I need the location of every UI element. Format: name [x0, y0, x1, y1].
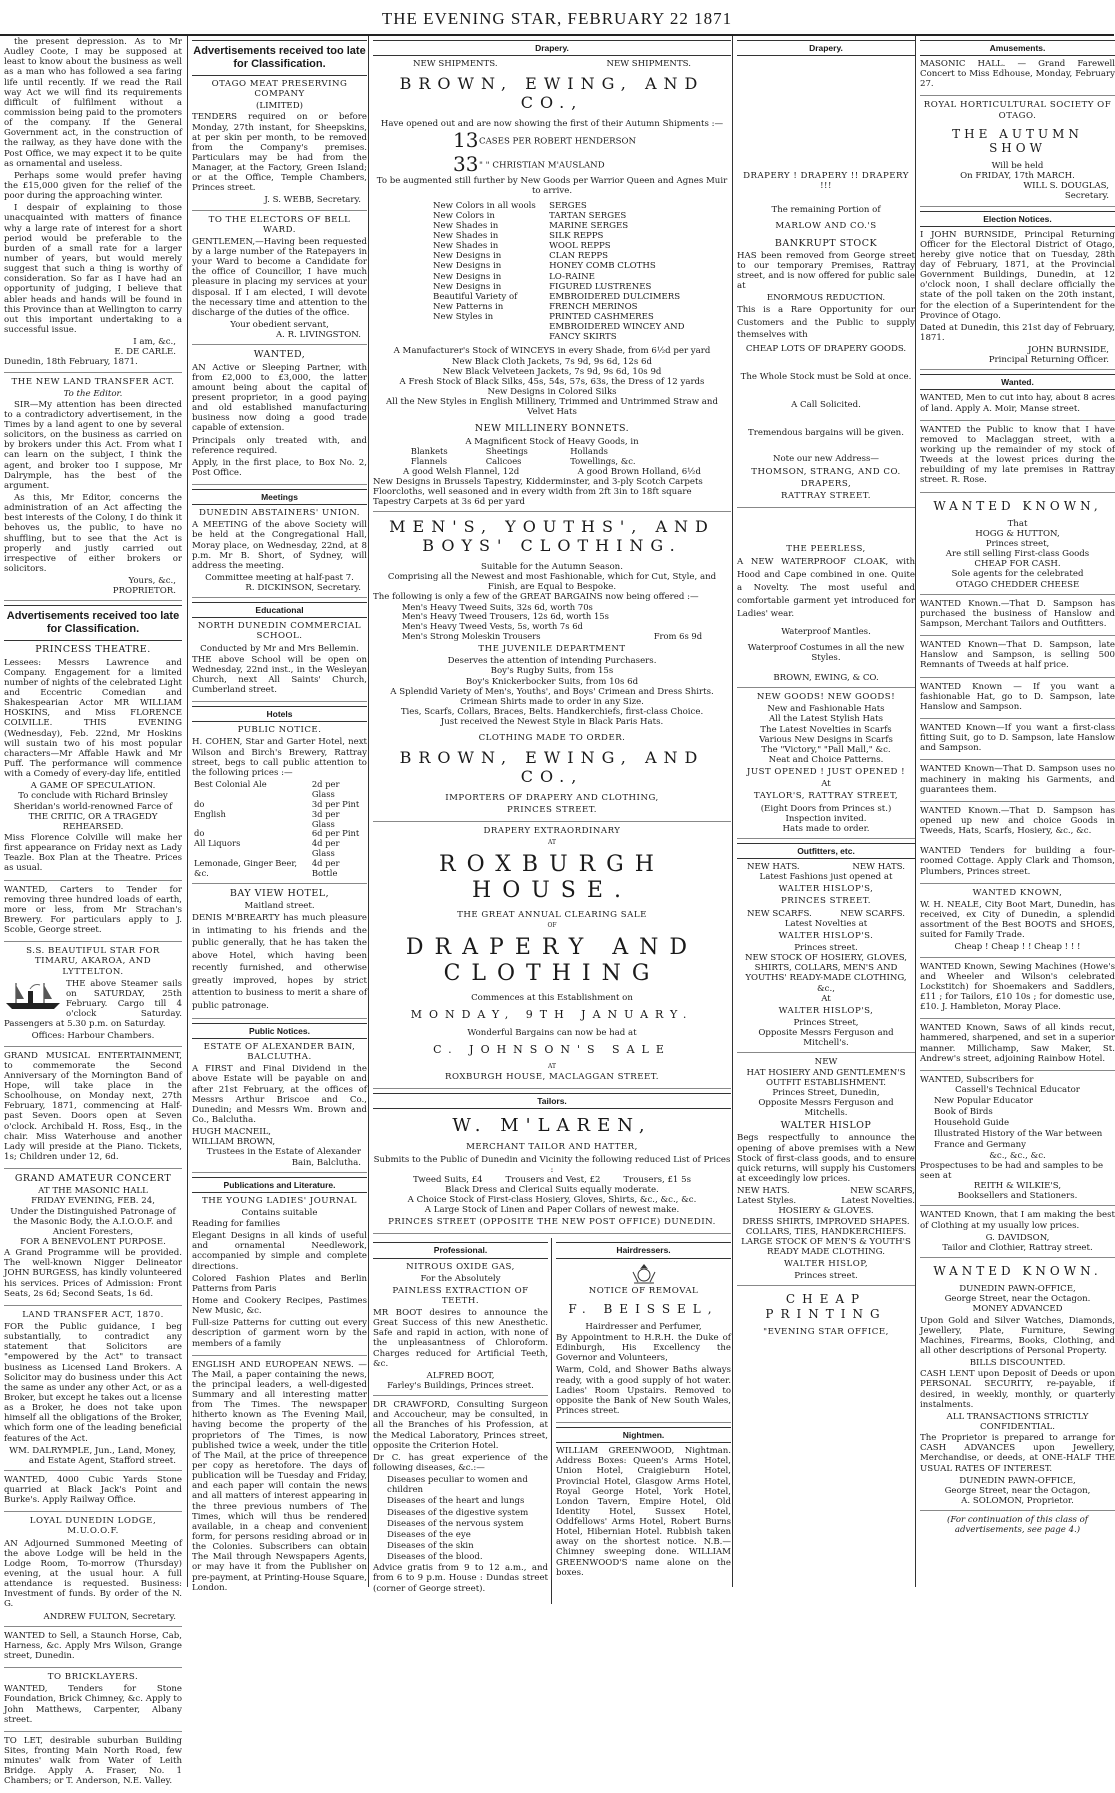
section-heading: Professional. — [373, 1242, 548, 1258]
ad-land-transfer-act — [4, 1310, 182, 1471]
ad-heading: MEN'S, YOUTHS', AND BOYS' CLOTHING. — [389, 517, 715, 556]
cassell-list — [920, 1096, 1115, 1150]
letter-land-transfer — [4, 377, 182, 602]
goods-label: New Shades in — [433, 220, 499, 231]
letter-to: To the Editor. — [63, 388, 123, 399]
price-list — [192, 780, 367, 879]
ad-carters — [4, 885, 182, 943]
ad-heading: NORTH DUNEDIN COMMERCIAL SCHOOL. — [197, 621, 362, 642]
ad-body: A Grand Programme will be provided. The well-known Nigger Delineator JOHN BURGESS, has kindly volunteered his services. Prices of Admission: Front Seats, 2s 6d; Second Seats, 1s 6d. — [4, 1248, 182, 1299]
professional-hairdressers-row — [373, 1238, 731, 1603]
goods-label: New Designs in — [433, 281, 502, 292]
ad-to-let — [4, 1736, 182, 1793]
goods-item: CLAN REPPS — [549, 251, 609, 262]
ad-commercial-school — [192, 621, 367, 702]
ad-body: New Black Cloth Jackets, 7s 9d, 9s 6d, 12s 6d — [452, 356, 652, 367]
ad-saws: WANTED Known, Saws of all kinds recut, hammered, sharpened, and set in a superior manner. Millichamp, Saw Maker, St. Andrew's street, adjoining Rainbow Hotel. — [920, 1023, 1115, 1071]
section-heading: Advertisements received too late for Classification. — [4, 605, 182, 641]
column-5 — [915, 36, 1115, 1587]
goods-label: New Designs in — [433, 271, 502, 282]
ad-heading: LAND TRANSFER ACT, 1870. — [22, 1309, 164, 1320]
goods-label: New Shades in — [433, 230, 499, 241]
ad-body: TENDERS required on or before Monday, 27th instant, for Sheepskins, at per skin per month, to be removed from the Company's premises. Particulars may be had from the Manager, at the Factory, Green Island; or at the Office, Temple Chambers, Princes street. — [192, 112, 367, 194]
letter-de-carle — [4, 37, 182, 373]
letter-body: I despair of explaining to those unacquainted with matters of finance why a large rate of interest for a short period would be preferable to the burden of a small rate for a larger number of years, but would merely suggest that such a thing is worthy of consideration. So far as I have had an opportunity of judging, I believe that abler heads and hands will be found in this Province than at Wellington to carry out this important undertaking to a successful issue. — [4, 203, 182, 335]
disease-item: Diseases of the digestive system — [387, 1507, 529, 1518]
ad-body: THE above School will be open on Wednesday, 22nd inst., in the Wesleyan Church, next All Saints' Church, Cumberland street. — [192, 654, 367, 696]
goods-label: New Colors in — [433, 210, 495, 221]
ad-sewing-machines: WANTED Known, Sewing Machines (Howe's and Wheeler and Wilson's celebrated Lockstitch) for Shoemakers and Saddlers, £11 ; for Tailors, £10 10s ; for domestic use, £10. J. Hambleton, Moray Place. — [920, 962, 1115, 1020]
ad-bricklayers — [4, 1672, 182, 1732]
continuation-note: (For continuation of this class of advertisements, see page 4.) — [947, 1515, 1088, 1536]
letter-close: I am, &c., — [133, 337, 176, 348]
ad-offices: Offices: Harbour Chambers. — [31, 1031, 155, 1042]
ad-meat-preserving — [192, 79, 367, 211]
ad-signature: ANDREW FULTON, Secretary. — [43, 1611, 176, 1622]
shipments-label: NEW SHIPMENTS. — [606, 59, 691, 70]
ad-body: WANTED to Sell, a Staunch Horse, Cab, Harness, &c. Apply Mrs Wilson, Grange street, Dunedin. — [4, 1630, 182, 1662]
newspaper-title: THE EVENING STAR, FEBRUARY 22 1871 — [381, 9, 733, 28]
letter-body: SIR—My attention has been directed to a contradictory advertisement, in the Times by a land agent to one by several solicitors, on the business as carried on by brokers under this Act. From what I can learn on the subject, I think the agent, and broker too I suppose, Mr Dalrymple, has the best of the argument. — [4, 399, 182, 491]
hat-item: New and Fashionable Hats — [767, 704, 885, 715]
letter-body: Perhaps some would prefer having the £15,000 given for the relief of the poor during the approaching winter. — [4, 170, 182, 202]
goods-item: SERGES — [549, 200, 587, 211]
ad-abstainers-union — [192, 508, 367, 598]
ad-body: New Designs in Brussels Tapestry, Kidderminster, and 3-ply Scotch Carpets — [373, 476, 703, 487]
ad-young-ladies-journal — [192, 1196, 367, 1356]
ad-sampson — [920, 806, 1115, 842]
ad-heading: ROXBURGH HOUSE. — [439, 851, 665, 903]
ad-body: Tapestry Carpets at 3s 6d per yard — [373, 497, 525, 508]
ad-body: FOR the Public guidance, I beg substantially, to contradict any statement that Solicitors are "empowered by the Act" to transact business as Licensed Land Brokers. A Solicitor may do business under this Act the same as under any other Act, or as a Broker, but except he takes out a license as a Broker, he does not take upon himself all the obligations of the Broker, which form one of the leading beneficial features of the Act. — [4, 1321, 182, 1444]
ad-body: AN Active or Sleeping Partner, with from £2,000 to £3,000, the latter amount being about the capital of present proprietor, in a good paying and old established manufacturing business now doing a good trade capable of extension. — [192, 362, 367, 434]
ad-peerless-cloak: THE PEERLESS, A NEW WATERPROOF CLOAK, with Hood and Cape combined in one. Quite a Novelty. The most useful and comfortable garment yet introduced for Ladies' wear. Waterproof Mantles. Waterproof Costumes in all the new Styles. BROWN, EWING, & CO. — [737, 512, 915, 688]
column-3 — [368, 36, 731, 1594]
masthead — [0, 0, 1114, 36]
section-heading: Drapery. — [373, 40, 731, 56]
goods-label: New Styles in — [433, 312, 494, 323]
steamship-icon — [4, 981, 62, 1011]
goods-item: EMBROIDERED WINCEY AND FANCY SKIRTS — [549, 322, 685, 343]
ad-beissel: NOTICE OF REMOVAL F. BEISSEL, Hairdresser and Perfumer, By Appointment to H.R.H. the Duke of Edinburgh, His Excellency the Governor and Volunteers, Warm, Cold, and Shower Baths always ready, with a good supply of hot water. Ladies' Room Upstairs. Removed to opposite the Bank of New South Wales, Princes street. — [556, 1262, 731, 1424]
price-row: Best Colonial Ale 2d per Glass — [194, 778, 340, 799]
hat-item: All the Latest Stylish Hats — [768, 714, 884, 725]
goods-item: MARINE SERGES — [549, 220, 629, 231]
ad-signature: J. S. WEBB, Secretary. — [264, 195, 361, 206]
hat-item: The "Victory," "Pall Mall," &c. — [761, 744, 891, 755]
ad-sampson — [920, 764, 1115, 801]
ad-heading: GRAND AMATEUR CONCERT — [14, 1173, 172, 1185]
ad-subheading: (LIMITED) — [256, 101, 303, 112]
goods-list-left — [433, 201, 549, 343]
ad-signature: WM. DALRYMPLE, Jun., Land, Money, and Estate Agent, Stafford street. — [9, 1445, 176, 1466]
letter-body: As this, Mr Editor, concerns the administration of an Act affecting the best interests of the Colony, I do think it behoves us, the public, to have no shuffling, but to see that the Act is properly and justly carried out irrespective of either brokers or solicitors. — [4, 493, 182, 575]
letter-close: Yours, &c., — [128, 576, 176, 587]
price-row: Lemonade, Ginger Beer, &c. 4d per Bottle — [194, 858, 340, 879]
ad-body: To conclude with Richard Brinsley Sheridan's world-renowned Farce of — [13, 791, 173, 812]
ad-davidson: WANTED Known, that I am making the best of Clothing at my usually low prices. G. DAVIDSON, Tailor and Clothier, Rattray street. — [920, 1210, 1115, 1258]
ad-grand-musical — [4, 1051, 182, 1170]
ad-body: Miss Florence Colville will make her first appearance on Friday next as Lady Teazle. Box Plan at the Theatre. Prices as usual. — [4, 832, 182, 874]
ad-cheap-printing: CHEAP PRINTING "EVENING STAR OFFICE, — [763, 1292, 889, 1337]
heavy-goods-table: Blankets Sheetings Hollands Flannels Calicoes Towellings, &c. — [410, 445, 636, 466]
journal-item: Colored Fashion Plates and Berlin Patterns from Paris — [192, 1273, 367, 1294]
ad-body: WANTED Known—That D. Sampson, late Hanslow and Sampson, is selling 500 Remnants of Tweeds at half price. — [920, 640, 1115, 671]
ad-body: WANTED Known.—That D. Sampson has opened up new and choice Goods in Tweeds, Hats, Scarfs, Hosiery, &c., &c. — [920, 805, 1115, 837]
ad-cassell: WANTED, Subscribers for Cassell's Technical Educator New Popular Educator Book of Birds Household Guide Illustrated History of the War between France and Germany &c., &c., &c. Prospectuses to be had and samples to be seen at REITH & WILKIE'S, Booksellers and Stationers. — [920, 1075, 1115, 1207]
section-heading: Outfitters, etc. — [737, 843, 915, 859]
ad-body: WANTED Known—If you want a first-class fitting Suit, go to D. Sampson, late Hanslow and Sampson. — [920, 722, 1115, 754]
firm-name: BROWN, EWING, AND CO., — [399, 748, 705, 787]
play-title: A GAME OF SPECULATION. — [30, 781, 156, 792]
ad-signature: HUGH MACNEIL, — [192, 1127, 272, 1138]
section-heading: Educational — [192, 602, 367, 618]
journal-item: Elegant Designs in all kinds of useful and ornamental Needlework, accompanied by simple and complete directions. — [192, 1231, 367, 1272]
goods-item: HONEY COMB CLOTHS — [549, 261, 656, 272]
section-heading: Publications and Literature. — [192, 1177, 367, 1193]
goods-list-right — [549, 201, 691, 343]
firm-name: BROWN, EWING, AND CO., — [399, 74, 705, 113]
price-row: All Liquors 4d per Glass — [194, 838, 340, 859]
goods-list — [373, 197, 731, 343]
ad-bay-view-hotel — [192, 888, 367, 1019]
ad-body: A Manufacturer's Stock of WINCEYS in every Shade, from 6½d per yard — [393, 346, 711, 357]
ad-body: A FIRST and Final Dividend in the above Estate will be payable on and after 21st February, at the offices of Messrs Arthur Briscoe and Co., Dunedin; and Messrs Wm. Brown and Co., Balclutha. — [192, 1064, 367, 1125]
ad-mlaren: W. M'LAREN, MERCHANT TAILOR AND HATTER, Submits to the Public of Dunedin and Vicinity the following reduced List of Prices : Tweed Suits, £4 Trousers and Vest, £2 Trousers, £1 5s Black Dress and Clerical Suits equally moderate. A Choice Stock of First-class Hosiery, Gloves, Shirts, &c., &c., &c. A Large Stock of Linen and Paper Collars of newest make. PRINCES STREET (OPPOSITE THE NEW POST OFFICE) DUNEDIN. — [373, 1115, 731, 1234]
ad-heading: PRINCESS THEATRE. — [35, 644, 151, 656]
ad-hislop-hats: NEW HATS. NEW HATS. Latest Fashions just opened at WALTER HISLOP'S, PRINCES STREET. NEW SCARFS. NEW SCARFS. Latest Novelties at WALTER HISLOP'S. Princes street. NEW STOCK OF HOSIERY, GLOVES, SHIRTS, COLLARS, MEN'S AND YOUTHS' READY-MADE CLOTHING, &c., At WALTER HISLOP'S, Princes Street, Opposite Messrs Ferguson and Mitchell's. — [737, 862, 915, 1053]
letter-body: the present depression. As to Mr Audley Coote, I may be supposed at least to know about the business as well as a man who has followed a sea faring life until recently. If we read the Rail way Act we will find its requirements difficult of fulfilment without a commission being paid to the promoters of the company. If the General Government act, in the construction of the railway, as they have done with the Post Office, we may expect it to be quite as ornamental and useless. — [4, 37, 182, 169]
ad-body: Apply, in the first place, to Box No. 2, Post Office. — [192, 457, 367, 478]
play-title: THE CRITIC, OR A TRAGEDY REHEARSED. — [28, 811, 158, 832]
ad-roxburgh-sale: DRAPERY EXTRAORDINARY AT ROXBURGH HOUSE. THE GREAT ANNUAL CLEARING SALE OF DRAPERY AND CLOTHING Commences at this Establishment on MONDAY, 9TH JANUARY. Wonderful Bargains can now be had at C. JOHNSON'S SALE AT ROXBURGH HOUSE, MACLAGGAN STREET. — [373, 826, 731, 1089]
ad-body: New Black Velveteen Jackets, 7s 9d, 9s 6d, 10s 9d — [442, 366, 662, 377]
ad-body: AN Adjourned Summoned Meeting of the above Lodge will be held in the Lodge Room, To-morrow (Thursday) evening, at the usual hour. A full attendance is requested. Business: Investment of funds. By order of the N. G. — [4, 1538, 182, 1610]
ad-signature: WILLIAM BROWN, — [192, 1137, 276, 1148]
ad-horticultural-show: ROYAL HORTICULTURAL SOCIETY OF OTAGO. THE AUTUMN SHOW Will be held On FRIDAY, 17th MARCH. WILL S. DOUGLAS, Secretary. — [920, 100, 1115, 206]
cassell-item: Household Guide — [934, 1118, 1010, 1129]
goods-item: PRINTED CASHMERES — [549, 312, 654, 323]
section-heading: Drapery. — [737, 40, 915, 56]
section-heading: Meetings — [192, 489, 367, 505]
price-row: English 3d per Glass — [194, 808, 340, 829]
goods-item: LO-RAINE — [549, 271, 595, 282]
section-heading: Election Notices. — [920, 211, 1115, 227]
letter-signature: E. DE CARLE. — [114, 347, 176, 358]
journal-item: Reading for families — [192, 1218, 281, 1229]
letter-signature: PROPRIETOR. — [112, 586, 176, 597]
ad-heading: W. M'LAREN, — [452, 1115, 652, 1137]
ad-wanted-hay: WANTED, Men to cut into hay, about 8 acres of land. Apply A. Moir, Manse street. — [920, 393, 1115, 420]
ad-subheading: Contains suitable — [241, 1207, 318, 1218]
ad-body: Under the Distinguished Patronage of the Masonic Body, the A.I.O.O.F. and Ancient Foresters, — [10, 1206, 176, 1237]
hat-item: Neat and Choice Patterns. — [768, 754, 884, 765]
ad-cottage-tenders: WANTED Tenders for building a four-roomed Cottage. Apply Clark and Thomson, Plumbers, Princes street. — [920, 846, 1115, 883]
hat-list — [737, 704, 915, 765]
section-heading: Tailors. — [373, 1093, 731, 1109]
goods-item: FIGURED LUSTRENES — [549, 281, 652, 292]
ad-hogg-hutton: WANTED KNOWN, That HOGG & HUTTON, Princes street, Are still selling First-class Goods CHEAP FOR CASH. Sole agents for the celebrated OTAGO CHEDDER CHEESE — [920, 499, 1115, 595]
ad-subheading: AT THE MASONIC HALL — [38, 1186, 148, 1197]
ad-stone — [4, 1475, 182, 1512]
ad-heading: TO BRICKLAYERS. — [47, 1672, 139, 1683]
goods-item: TARTAN SERGES — [549, 210, 627, 221]
ad-body: A Fresh Stock of Black Silks, 45s, 54s, 57s, 63s, the Dress of 12 yards — [399, 376, 705, 387]
hat-item: Various New Designs in Scarfs — [759, 734, 893, 745]
cassell-item: New Popular Educator — [934, 1096, 1034, 1107]
ad-princess-theatre — [4, 644, 182, 880]
bargain-list: Men's Heavy Tweed Suits, 32s 6d, worth 70s Men's Heavy Tweed Trousers, 12s 6d, worth 15s Men's Heavy Tweed Vests, 5s, worth 7s 6d Men's Strong Moleskin Trousers From 6s 9d — [401, 601, 703, 642]
ad-wanted-partner — [192, 349, 367, 485]
goods-label: New Shades in — [433, 241, 499, 252]
disease-item: Diseases of the blood. — [387, 1552, 483, 1563]
ad-signature: A. R. LIVINGSTON. — [275, 330, 361, 341]
shipments-row — [373, 59, 731, 69]
letter-dateline: Dunedin, 18th February, 1871. — [4, 357, 138, 368]
ad-dr-crawford: DR CRAWFORD, Consulting Surgeon and Accoucheur, may be consulted, in all the Branches of his Profession, at the Medical Laboratory, Princes street, opposite the Criterion Hotel. Dr C. has great experience of the following diseases, &c.:— Diseases peculiar to women and children Diseases of the heart and lungs Diseases of the digestive system Diseases of the nervous system Diseases of the eye Diseases of the skin Diseases of the blood. Advice gratis from 9 to 12 a.m., and from 6 to 9 p.m. House : Dundas street (corner of George street). — [373, 1400, 548, 1594]
ad-sampson — [920, 682, 1115, 719]
disease-item: Diseases of the heart and lungs — [387, 1496, 525, 1507]
section-heading: Advertisements received too late for Classification. — [192, 40, 367, 76]
ad-heading: THE YOUNG LADIES' JOURNAL — [202, 1195, 357, 1206]
ad-heading: LOYAL DUNEDIN LODGE, M.U.O.O.F. — [29, 1516, 157, 1537]
ad-body: WANTED, 4000 Cubic Yards Stone quarried at Black Jack's Point and Burke's. Apply Railway Office. — [4, 1474, 182, 1506]
goods-item: SILK REPPS — [549, 230, 604, 241]
column-4 — [732, 36, 915, 1587]
ad-body: Comprising all the Newest and most Fashionable, which for Cut, Style, and Finish, are Equal to Bespoke. — [387, 572, 717, 593]
ad-date: FRIDAY EVENING, FEB. 24, — [31, 1196, 155, 1207]
ad-body: TO LET, desirable suburban Building Sites, fronting Main North Road, few minutes' walk from Water of Leith Bridge. Apply A. Fraser, No. 1 Chambers; or T. Anderson, N.E. Valley. — [4, 1735, 182, 1787]
disease-list — [373, 1475, 548, 1562]
ad-heading: DRAPERY AND CLOTHING — [405, 934, 699, 986]
ad-nitrous-oxide: NITROUS OXIDE GAS, For the Absolutely PAINLESS EXTRACTION OF TEETH. MR BOOT desires to announce the Great Success of this new Anesthetic. Safe and rapid in action, with none of the unpleasantness of Chloroform. Charges reduced for Artificial Teeth, &c. ALFRED BOOT, Farley's Buildings, Princes street. — [373, 1262, 548, 1397]
ad-signature: R. DICKINSON, Secretary. — [245, 583, 361, 594]
goods-label: Beautiful Variety of — [433, 291, 518, 302]
ad-heading: WANTED, — [253, 349, 306, 361]
ad-body: New Designs in Colored Silks — [487, 387, 617, 398]
ad-heading: BAY VIEW HOTEL, — [229, 887, 330, 899]
ad-heading: S.S. BEAUTIFUL STAR FOR TIMARU, AKAROA, AND LYTTELTON. — [26, 946, 160, 977]
price-row: do 3d per Pint — [194, 798, 360, 809]
ad-electors-bell-ward — [192, 215, 367, 346]
ad-taylors-hats: NEW GOODS! NEW GOODS! New and Fashionable Hats All the Latest Stylish Hats The Latest Novelties in Scarfs Various New Designs in Scarfs The "Victory," "Pall Mall," &c. Neat and Choice Patterns. JUST OPENED ! JUST OPENED ! At TAYLOR'S, RATTRAY STREET, (Eight Doors from Princes st.) Inspection invited. Hats made to order. — [737, 692, 915, 839]
section-heading: Public Notices. — [192, 1023, 367, 1039]
ad-neale-boots: WANTED KNOWN, W. H. NEALE, City Boot Mart, Dunedin, has received, ex City of Dunedin, a splendid assortment of the Best BOOTS and SHOES, suited for Family Trade. Cheap ! Cheap ! ! Cheap ! ! ! — [920, 888, 1115, 958]
hairdressers-block — [552, 1238, 731, 1603]
ad-body: Floorcloths, well seasoned and in every width from 2ft 3in to 18ft square — [373, 486, 692, 497]
disease-item: Diseases of the nervous system — [387, 1518, 524, 1529]
ad-body: ENGLISH AND EUROPEAN NEWS. —The Mail, a paper containing the news, the principal leaders, a well-digested Summary and all interesting matter from The Times. The newspaper hitherto known as The Evening Mail, having become the property of the proprietors of The Times, is now published twice a week, under the title of The Mail, at the price of threepence per copy as heretofore. The days of publication will be Tuesday and Friday, and each paper will contain the news and all matters of interest appearing in the three previous numbers of The Times, which will thus be rendered available, in a cheap and convenient form, for persons residing abroad or in the Colonies. Subscribers can obtain The Mail through Newspapers Agents, or may have it from the Publisher on pre-payment, at Printing-House Square, London. — [192, 1359, 367, 1593]
disease-item: Diseases peculiar to women and children — [387, 1475, 528, 1496]
ad-body: To be augmented still further by New Goods per Warrior Queen and Agnes Muir to arrive. — [376, 176, 728, 197]
ad-hislop-outfit: NEW HAT HOSIERY AND GENTLEMEN'S OUTFIT ESTABLISHMENT. Princes Street, Dunedin, Opposite Messrs Ferguson and Mitchells. WALTER HISLOP Begs respectfully to announce the opening of above premises with a New Stock of first-class goods, and to ensure quick returns, will supply his Customers at exceedingly low prices. NEW HATS. NEW SCARFS, Latest Styles. Latest Novelties. HOSIERY & GLOVES. DRESS SHIRTS, IMPROVED SHAPES. COLLARS, TIES, HANDKERCHIEFS. LARGE STOCK OF MEN'S & YOUTH'S READY MADE CLOTHING. WALTER HISLOP, Princes street. — [737, 1057, 915, 1286]
ad-body: A Magnificent Stock of Heavy Goods, in — [465, 436, 639, 447]
ad-english-news — [192, 1360, 367, 1599]
ad-body: Have opened out and are now showing the first of their Autumn Shipments :— — [380, 118, 724, 129]
ad-body: GENTLEMEN,—Having been requested by a large number of the Ratepayers in your Ward to become a Candidate for the office of Councillor, I have much pleasure in placing my services at your disposal. If I am elected, I will devote the necessary time and attention to the discharge of the duties of the office. — [192, 236, 367, 318]
ad-sampson — [920, 723, 1115, 760]
hat-item: The Latest Novelties in Scarfs — [760, 724, 892, 735]
ad-purpose: FOR A BENEVOLENT PURPOSE. — [20, 1236, 166, 1247]
royal-crest-icon — [629, 1262, 659, 1284]
ad-body: THE above Steamer sails on SATURDAY, 25th February. Cargo till 4 o'clock Saturday. Passengers at 5.30 p.m. on Saturday. — [4, 978, 182, 1030]
ad-body: H. COHEN, Star and Garter Hotel, next Wilson and Birch's Brewery, Rattray street, begs to call public attention to the following prices :— — [192, 737, 367, 778]
shipment-line: 33" " CHRISTIAN M'AUSLAND — [453, 151, 605, 176]
ad-greenwood: WILLIAM GREENWOOD, Nightman. Address Boxes: Queen's Arms Hotel, Union Hotel, Craigieburn Hotel, Provincial Hotel, Glasgow Arms Hotel, Royal George Hotel, York Hotel, London Tavern, Empire Hotel, Old Identity Hotel, Sussex Hotel, Oddfellows' Arms Hotel, Robert Burns Hotel, Hibernian Hotel. Rubbish taken away on the shortest notice. N.B.—Chimney sweeping done. WILLIAM GREENWOOD'S name alone on the boxes. — [556, 1446, 731, 1578]
goods-item: EMBROIDERED DULCIMERS — [549, 291, 681, 302]
ad-body: A MEETING of the above Society will be held at the Congregational Hall, Moray place, on Wednesday, 22nd, at 8 p.m. Mr B. Short, of Sydney, will address the meeting. — [192, 520, 367, 571]
ad-cohen-hotel — [192, 725, 367, 884]
shipment-line: 13CASES PER ROBERT HENDERSON — [453, 128, 637, 153]
goods-item: WOOL REPPS — [549, 241, 611, 252]
goods-label: New Designs in — [433, 261, 502, 272]
ad-mens-clothing: MEN'S, YOUTHS', AND BOYS' CLOTHING. Suitable for the Autumn Season. Comprising all the Newest and most Fashionable, which for Cut, Style, and Finish, are Equal to Bespoke. The following is only a few of the GREAT BARGAINS now being offered :— Men's Heavy Tweed Suits, 32s 6d, worth 70s Men's Heavy Tweed Trousers, 12s 6d, worth 15s Men's Heavy Tweed Vests, 5s, worth 7s 6d Men's Strong Moleskin Trousers From 6s 9d THE JUVENILE DEPARTMENT Deserves the attention of intending Purchasers. Boy's Rugby Suits, from 15s Boy's Knickerbocker Suits, from 10s 6d A Splendid Variety of Men's, Youths', and Boys' Crimean and Dress Shirts. Crimean Shirts made to order in any Size. Ties, Scarfs, Collars, Braces, Belts. Handkerchiefs, first-class Choice. Just received the Newest Style in Black Paris Hats. CLOTHING MADE TO ORDER. BROWN, EWING, AND CO., IMPORTERS OF DRAPERY AND CLOTHING, PRINCES STREET. — [373, 518, 731, 822]
ad-close: Your obedient servant, — [230, 320, 329, 331]
disease-item: Diseases of the skin — [387, 1541, 474, 1552]
ad-subheading: Conducted by Mr and Mrs Bellemin. — [200, 643, 359, 654]
ad-body: Committee meeting at half-past 7. — [205, 572, 354, 583]
goods-label: New Designs in — [433, 251, 502, 262]
ad-subheading: NEW MILLINERY BONNETS. — [474, 423, 630, 435]
journal-item: Home and Cookery Recipes, Pastimes New Music, &c. — [192, 1295, 367, 1317]
price-row: do 6d per Pint — [194, 828, 360, 839]
ad-amateur-concert — [4, 1173, 182, 1306]
journal-item: Full-size Patterns for cutting out every description of garment worn by the members of a family — [192, 1318, 367, 1349]
ad-beautiful-star — [4, 946, 182, 1046]
section-heading: Nightmen. — [556, 1427, 731, 1443]
ad-heading: PUBLIC NOTICE. — [237, 725, 322, 736]
professional-block — [373, 1238, 552, 1603]
column-1 — [4, 36, 182, 1787]
ad-subheading: Suitable for the Autumn Season. — [481, 561, 623, 572]
cassell-item: Illustrated History of the War between France and Germany — [934, 1129, 1103, 1150]
section-heading: Wanted. — [920, 374, 1115, 390]
ad-body: GRAND MUSICAL ENTERTAINMENT, to commemorate the Second Anniversary of the Mornington Band of Hope, will take place in the Schoolhouse, on Monday next, 27th February, 1871, commencing at Half-past Seven. Doors open at Seven o'clock. Archibald H. Ross, Esq., in the chair. Miss Waterhouse and another Lady will preside at the Piano. Tickets, 1s; Children under 12, 6d. — [4, 1050, 182, 1162]
ad-wanted-rose: WANTED the Public to know that I have removed to Maclaggan street, with a working up the remainder of my stock of Tweeds at the lowest prices during the rebuilding of my late premises in Rattray street. R. Rose. — [920, 425, 1115, 493]
ad-body: The following is only a few of the GREAT BARGAINS now being offered :— — [373, 592, 699, 603]
ad-body: Lessees: Messrs Lawrence and Company. Engagement for a limited number of nights of the celebrated Light and Eccentric Comedian and Shakespearian Actor MR WILLIAM HOSKINS, and Miss FLORENCE COLVILLE. THIS EVENING (Wednesday), Feb. 22nd, Mr Hoskins will sustain two of his most popular characters—Mr Affable Hawk and Mr Puff. The performance will commence with a Comedy of every-day life, entitled — [4, 657, 182, 780]
ad-sampson — [920, 599, 1115, 636]
ad-pawn-office: WANTED KNOWN. DUNEDIN PAWN-OFFICE, George Street, near the Octagon. MONEY ADVANCED Upon Gold and Silver Watches, Diamonds, Jewellery, Plate, Furniture, Sewing Machines, Firearms, Books, Clothing, and all other descriptions of Personal Property. BILLS DISCOUNTED. CASH LENT upon Deposit of Deeds or upon PERSONAL SECURITY, re-payable, if desired, in weekly, monthly, or quarterly instalments. ALL TRANSACTIONS STRICTLY CONFIDENTIAL. The Proprietor is prepared to arrange for CASH ADVANCES upon Jewellery, Merchandise, or deeds, at ONE-HALF THE USUAL RATES OF INTEREST. DUNEDIN PAWN-OFFICE, George Street, near the Octagon, A. SOLOMON, Proprietor. — [920, 1264, 1115, 1511]
column-2 — [187, 36, 367, 1593]
cassell-item: Book of Birds — [934, 1107, 993, 1118]
ad-loyal-lodge — [4, 1516, 182, 1626]
ad-trustees: Trustees in the Estate of Alexander Bain, Balclutha. — [206, 1147, 361, 1168]
shipments-label: NEW SHIPMENTS. — [413, 59, 498, 70]
ad-sampson — [920, 640, 1115, 677]
ad-subheading: Maitland street. — [244, 901, 315, 912]
section-heading: Hotels — [192, 706, 367, 722]
goods-label: New Colors in all wools — [433, 200, 536, 211]
ad-heading: TO THE ELECTORS OF BELL WARD. — [208, 214, 351, 235]
ad-subheading: THE JUVENILE DEPARTMENT — [478, 644, 626, 655]
ad-body: WANTED Known—That D. Sampson uses no machinery in making his Garments, and guarantees them. — [920, 764, 1115, 795]
goods-item: FRENCH MERINOS — [549, 301, 638, 312]
ad-body: WANTED, Tenders for Stone Foundation, Brick Chimney, &c. Apply to John Matthews, Carpenter, Albany street. — [4, 1684, 182, 1725]
ad-burnside-election: I JOHN BURNSIDE, Principal Returning Officer for the Electoral District of Otago, hereby give notice that on Tuesday, 28th day of February, 1871, at the Provincial Government Buildings, Dunedin, at 12 o'clock noon, I shall declare officially the state of the poll taken on the 20th instant, for the election of a Superintendent for the Province of Otago. Dated at Dunedin, this 21st day of February, 1871. JOHN BURNSIDE, Principal Returning Officer. — [920, 230, 1115, 371]
ad-body: All the New Styles in English Millinery, Trimmed and Untrimmed Straw and Velvet Hats — [386, 397, 718, 418]
ad-bain-estate — [192, 1042, 367, 1173]
ad-body: DENIS M'BREARTY has much pleasure in intimating to his friends and the public generally, that he has taken the above Hotel, which having been recently furnished, and otherwise greatly improved, hopes by strict attention to business to merit a share of public patronage. — [192, 913, 367, 1011]
sampson-ads — [920, 599, 1115, 843]
ad-masonic-hall: MASONIC HALL. — Grand Farewell Concert to Miss Edhouse, Monday, February 27. — [920, 59, 1115, 96]
ad-heading: DUNEDIN ABSTAINERS' UNION. — [199, 508, 360, 519]
ad-body: WANTED, Carters to Tender for removing three hundred loads of earth, more or less, from Mr Strachan's Brewery. For particulars apply to J. Scoble, George street. — [4, 884, 182, 936]
ad-brown-ewing-shipments: NEW SHIPMENTS. NEW SHIPMENTS. BROWN, EWING, AND CO., Have opened out and are now showing the first of their Autumn Shipments :— 13CASES PER ROBERT HENDERSON 33" " CHRISTIAN M'AUSLAND To be augmented still further by New Goods per Warrior Queen and Agnes Muir to arrive. New Colors in all wools New Colors in New Shades in New Shades in New Shades in New Designs in New Designs in New Designs in New Designs in Beautiful Variety of New Patterns in New Styles in SERGES TARTAN SERGES MARINE SERGES SILK REPPS WOOL REPPS CLAN REPPS HONEY COMB CLOTHS LO-RAINE FIGURED LUSTRENES EMBROIDERED DULCIMERS FRENCH MERINOS PRINTED CASHMERES EMBROIDERED WINCEY AND FANCY SKIRTS A Manufacturer's Stock of WINCEYS in every Shade, from 6½d per yard New Black Cloth Jackets, 7s 9d, 9s 6d, 12s 6d New Black Velveteen Jackets, 7s 9d, 9s 6d, 10s 9d A Fresh Stock of Black Silks, 45s, 54s, 57s, 63s, the Dress of 12 yards New Designs in Colored Silks All the New Styles in English Millinery, Trimmed and Untrimmed Straw and Velvet Hats NEW MILLINERY BONNETS. A Magnificent Stock of Heavy Goods, in Blankets Sheetings Hollands Flannels Calicoes Towellings, &c. A good Welsh Flannel, 12d A good Brown Holland, 6½d New Designs in Brussels Tapestry, Kidderminster, and 3-ply Scotch Carpets Floorcloths, well seasoned and in every width from 2ft 3in to 18ft square Tapestry Carpets at 3s 6d per yard — [373, 59, 731, 512]
disease-item: Diseases of the eye — [387, 1529, 471, 1540]
goods-label: New Patterns in — [433, 301, 504, 312]
ad-horse-sale — [4, 1631, 182, 1668]
ad-marlow-bankrupt: DRAPERY ! DRAPERY !! DRAPERY !!! The remaining Portion of MARLOW AND CO.'S BANKRUPT STOCK HAS been removed from George street to our temporary Premises, Rattray street, and is now offered for public sale at ENORMOUS REDUCTION. This is a Rare Opportunity for our Customers and the Public to supply themselves with CHEAP LOTS OF DRAPERY GOODS. The Whole Stock must be Sold at once. A Call Solicited. Tremendous bargains will be given. Note our new Address— THOMSON, STRANG, AND CO. DRAPERS, RATTRAY STREET. — [737, 59, 915, 508]
letter-heading: THE NEW LAND TRANSFER ACT. — [11, 376, 175, 387]
ad-heading: OTAGO MEAT PRESERVING COMPANY — [211, 78, 348, 100]
ad-body: Principals only treated with, and reference required. — [192, 435, 367, 456]
section-heading: Hairdressers. — [556, 1242, 731, 1258]
ad-body: WANTED Known.—That D. Sampson has purchased the business of Hanslow and Sampson, Merchant Tailors and Outfitters. — [920, 598, 1115, 629]
section-heading: Amusements. — [920, 40, 1115, 56]
ad-body: WANTED Known — If you want a fashionable Hat, go to D. Sampson, late Hanslow and Sampson. — [920, 681, 1115, 712]
ad-heading: ESTATE OF ALEXANDER BAIN, BALCLUTHA. — [203, 1041, 356, 1063]
